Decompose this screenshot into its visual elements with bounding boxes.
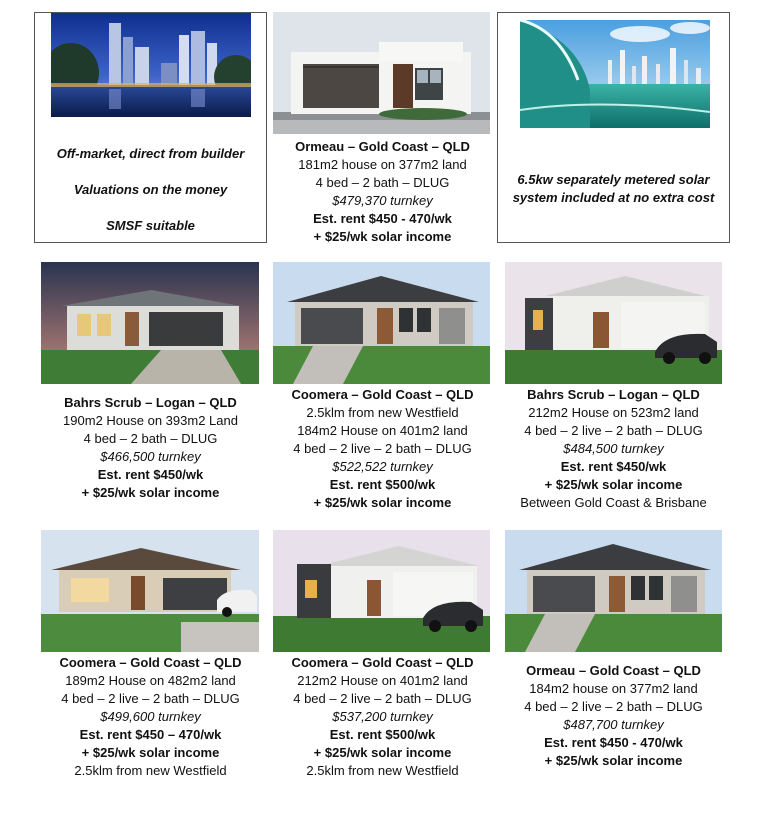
listing-price: $537,200 turnkey bbox=[332, 709, 433, 724]
wave-photo bbox=[520, 20, 710, 128]
house-photo bbox=[41, 530, 259, 652]
listing-config: 4 bed – 2 live – 2 bath – DLUG bbox=[61, 691, 240, 706]
listing-price: $479,370 turnkey bbox=[332, 193, 433, 208]
house-photo bbox=[273, 530, 490, 652]
listing-size: 212m2 House on 401m2 land bbox=[297, 673, 468, 688]
intro-line-1: Off-market, direct from builder bbox=[56, 146, 245, 161]
intro-line-3: SMSF suitable bbox=[106, 218, 195, 233]
listing-rent: Est. rent $500/wk bbox=[329, 477, 436, 492]
house-photo bbox=[273, 262, 490, 384]
listing-card[interactable] bbox=[266, 530, 499, 780]
intro-line-2: Valuations on the money bbox=[73, 182, 228, 197]
listing-title: Ormeau – Gold Coast – QLD bbox=[295, 139, 470, 154]
listing-solar: + $25/wk solar income bbox=[313, 229, 452, 244]
listing-location-note: 2.5klm from new Westfield bbox=[306, 763, 459, 778]
listing-config: 4 bed – 2 live – 2 bath – DLUG bbox=[293, 691, 472, 706]
listing-title: Ormeau – Gold Coast – QLD bbox=[526, 663, 701, 678]
listing-card[interactable] bbox=[266, 12, 499, 248]
listing-location-note: Between Gold Coast & Brisbane bbox=[520, 495, 707, 510]
listing-rent: Est. rent $500/wk bbox=[329, 727, 436, 742]
listing-title: Bahrs Scrub – Logan – QLD bbox=[64, 395, 237, 410]
listing-solar: + $25/wk solar income bbox=[544, 753, 683, 768]
listing-rent: Est. rent $450/wk bbox=[560, 459, 667, 474]
solar-note-box bbox=[497, 12, 730, 243]
listing-size: 184m2 House on 401m2 land bbox=[297, 423, 468, 438]
listing-title: Coomera – Gold Coast – QLD bbox=[291, 387, 474, 402]
listing-solar: + $25/wk solar income bbox=[81, 745, 220, 760]
listing-size: 181m2 house on 377m2 land bbox=[298, 157, 467, 172]
listing-solar: + $25/wk solar income bbox=[313, 495, 452, 510]
solar-line-2: system included at no extra cost bbox=[512, 190, 715, 205]
intro-box bbox=[34, 12, 267, 243]
listing-price: $522,522 turnkey bbox=[332, 459, 433, 474]
listing-config: 4 bed – 2 live – 2 bath – DLUG bbox=[524, 699, 703, 714]
listing-price: $487,700 turnkey bbox=[563, 717, 664, 732]
listing-rent: Est. rent $450 - 470/wk bbox=[313, 211, 452, 226]
solar-line-1: 6.5kw separately metered solar bbox=[517, 172, 710, 187]
listing-solar: + $25/wk solar income bbox=[313, 745, 452, 760]
listing-card[interactable] bbox=[266, 262, 499, 512]
listing-config: 4 bed – 2 bath – DLUG bbox=[315, 175, 450, 190]
listing-card[interactable] bbox=[34, 262, 267, 512]
listing-title: Coomera – Gold Coast – QLD bbox=[59, 655, 242, 670]
listing-note: 2.5klm from new Westfield bbox=[306, 405, 459, 420]
listing-card[interactable] bbox=[497, 530, 730, 780]
listing-title: Coomera – Gold Coast – QLD bbox=[291, 655, 474, 670]
listing-price: $466,500 turnkey bbox=[100, 449, 201, 464]
listing-size: 190m2 House on 393m2 Land bbox=[63, 413, 238, 428]
listing-config: 4 bed – 2 live – 2 bath – DLUG bbox=[524, 423, 703, 438]
city-skyline-photo bbox=[51, 13, 251, 117]
listing-size: 189m2 House on 482m2 land bbox=[65, 673, 236, 688]
listing-price: $499,600 turnkey bbox=[100, 709, 201, 724]
house-photo bbox=[505, 262, 722, 384]
listing-size: 184m2 house on 377m2 land bbox=[529, 681, 698, 696]
listing-size: 212m2 House on 523m2 land bbox=[528, 405, 699, 420]
listing-config: 4 bed – 2 live – 2 bath – DLUG bbox=[293, 441, 472, 456]
listing-rent: Est. rent $450 – 470/wk bbox=[79, 727, 222, 742]
house-photo bbox=[505, 530, 722, 652]
listing-solar: + $25/wk solar income bbox=[544, 477, 683, 492]
listing-config: 4 bed – 2 bath – DLUG bbox=[83, 431, 218, 446]
listing-card[interactable] bbox=[497, 262, 730, 512]
listing-solar: + $25/wk solar income bbox=[81, 485, 220, 500]
listing-title: Bahrs Scrub – Logan – QLD bbox=[527, 387, 700, 402]
listing-card[interactable] bbox=[34, 530, 267, 780]
listing-location-note: 2.5klm from new Westfield bbox=[74, 763, 227, 778]
listing-price: $484,500 turnkey bbox=[563, 441, 664, 456]
house-photo bbox=[41, 262, 259, 384]
listing-rent: Est. rent $450 - 470/wk bbox=[544, 735, 683, 750]
house-photo bbox=[273, 12, 490, 134]
listing-rent: Est. rent $450/wk bbox=[97, 467, 204, 482]
